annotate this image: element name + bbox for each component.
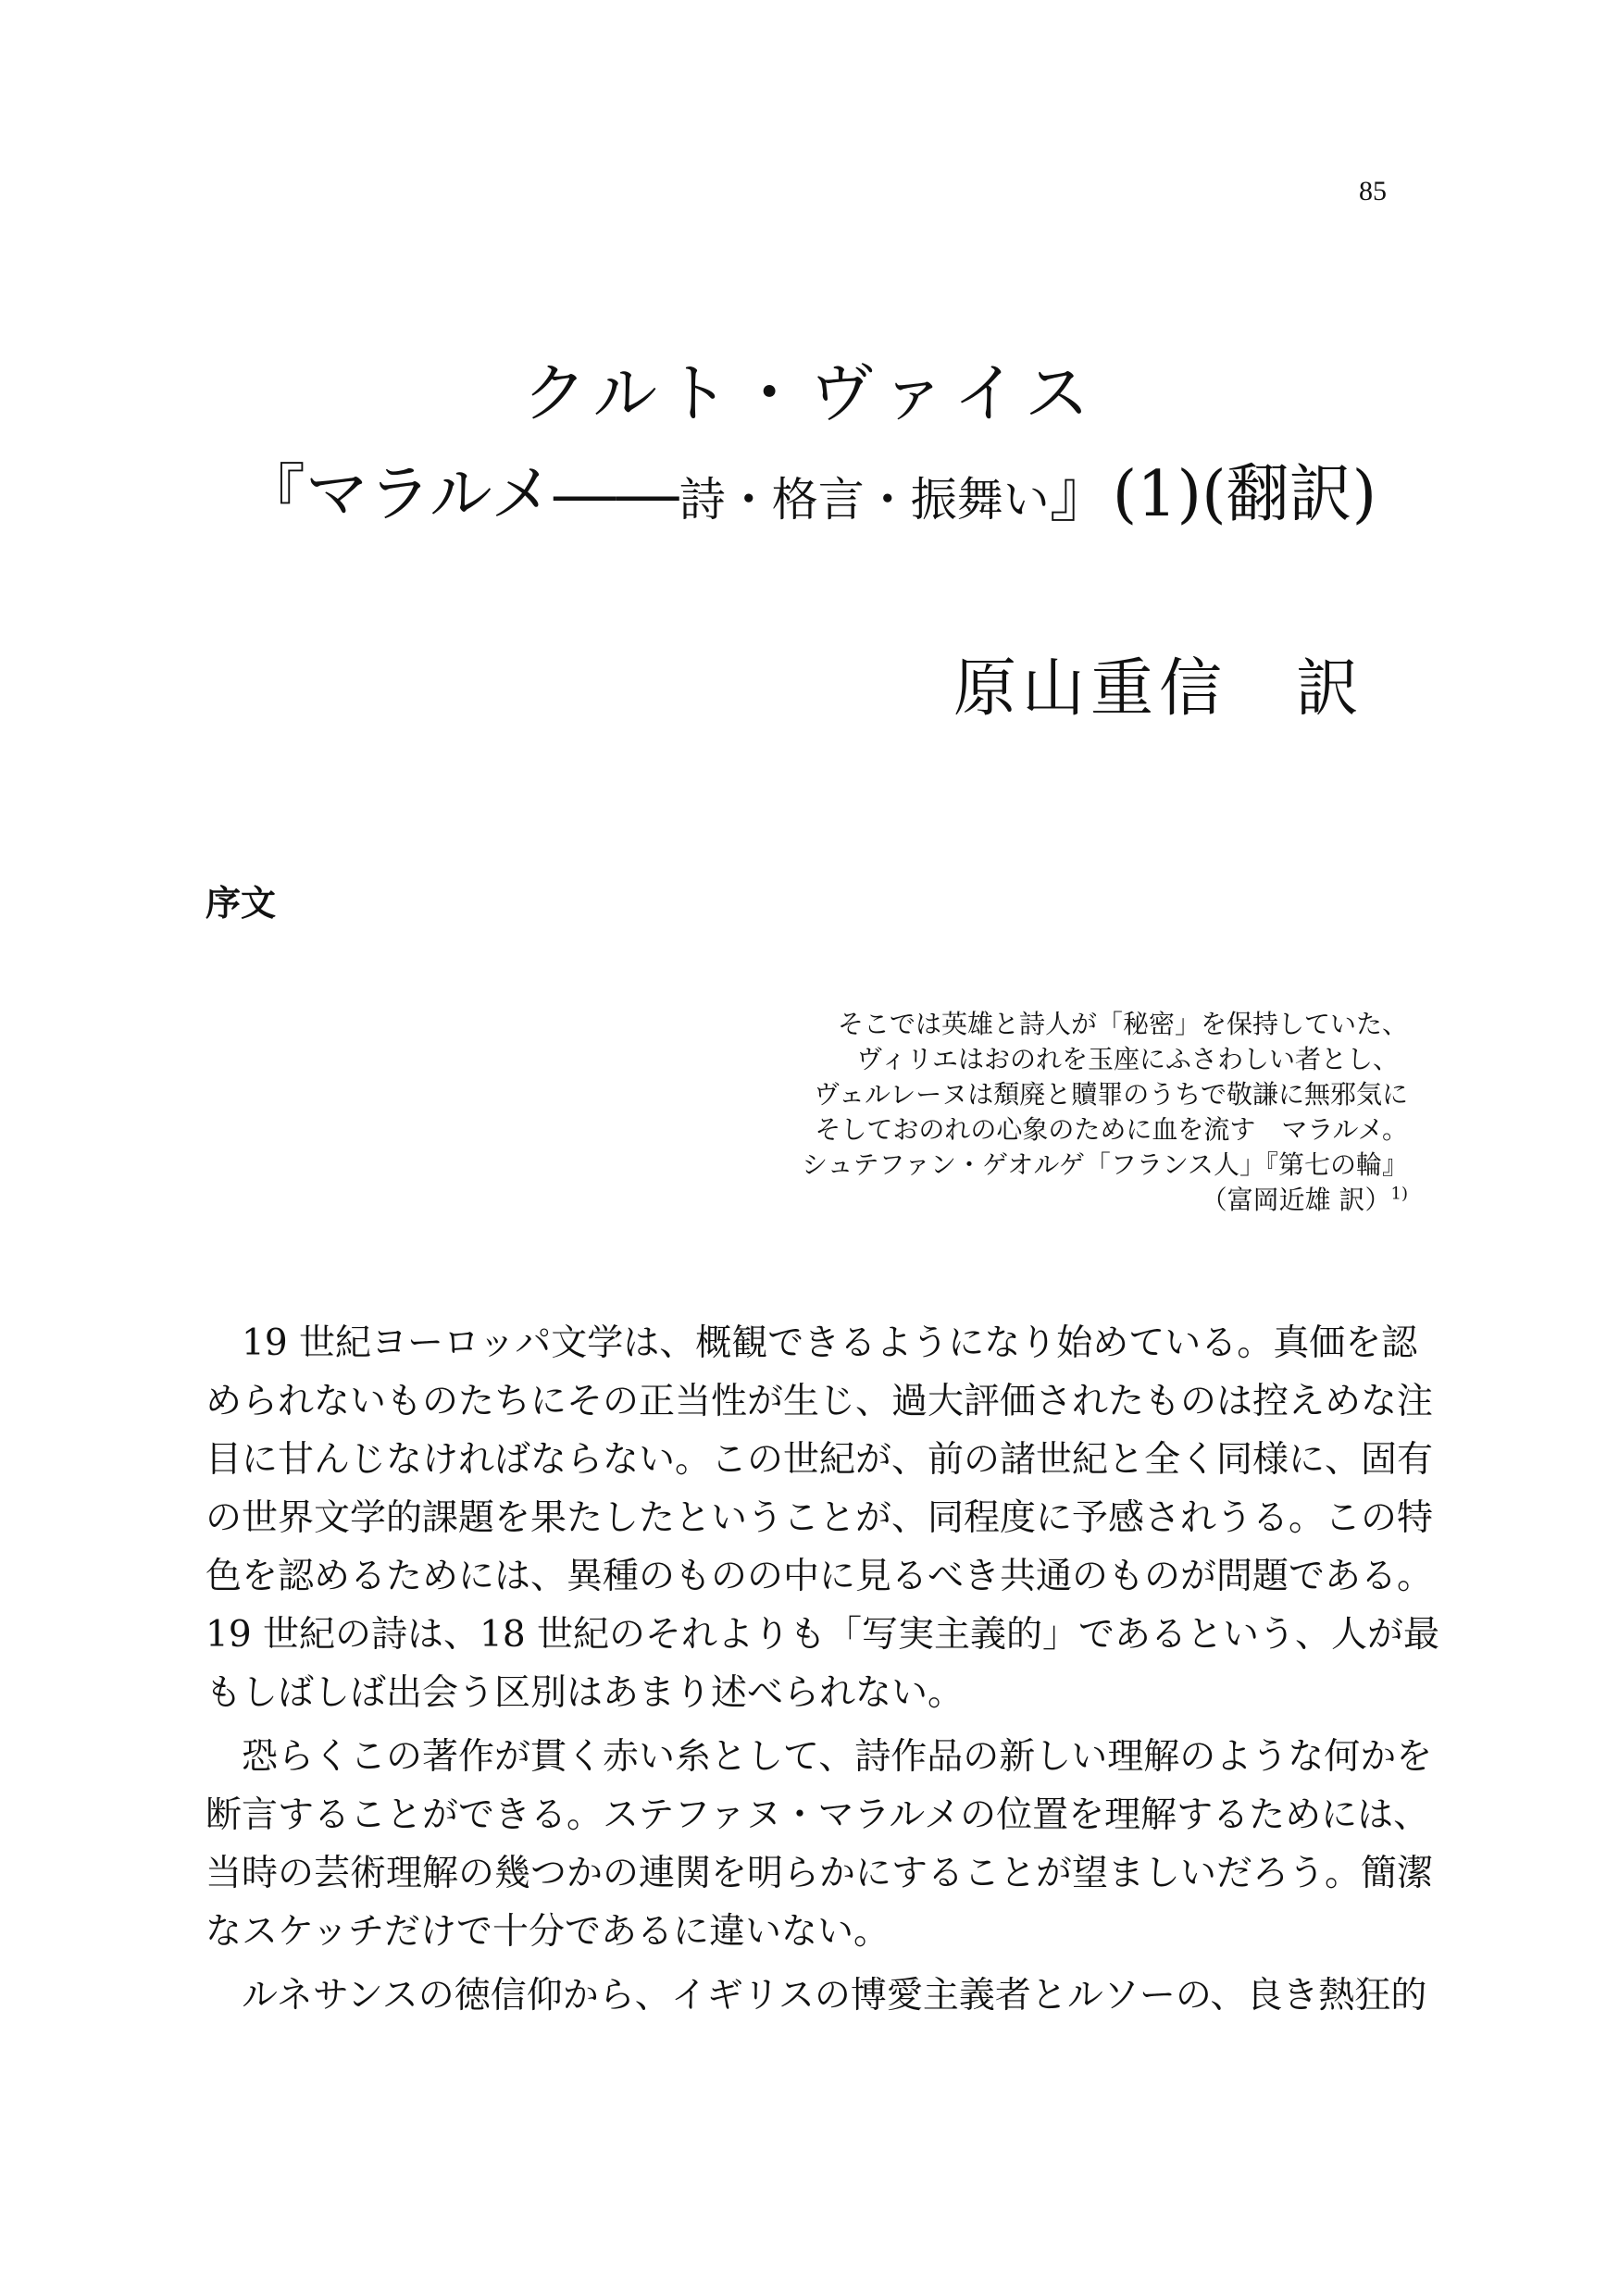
body-line: 当時の芸術理解の幾つかの連関を明らかにすることが望ましいだろう。簡潔 <box>205 1853 1434 1894</box>
title-work-line <box>0 444 1619 551</box>
epigraph-line: ヴィリエはおのれを玉座にふさわしい者とし、 <box>856 1044 1399 1074</box>
epigraph-line: そこでは英雄と詩人が「秘密」を保持していた、 <box>837 1009 1408 1039</box>
body-line: 恐らくこの著作が貫く赤い糸として、詩作品の新しい理解のような何かを <box>242 1736 1433 1778</box>
footnote-mark: 1) <box>1390 1184 1408 1204</box>
epigraph <box>802 1007 1408 1218</box>
body-line: 19 世紀の詩は、18 世紀のそれよりも「写実主義的」であるという、人が最 <box>205 1614 1440 1656</box>
title-work-subtitle: 詩・格言・振舞い <box>679 473 1050 527</box>
body-line: ルネサンスの徳信仰から、イギリスの博愛主義者とルソーの、良き熱狂的 <box>242 1975 1427 2017</box>
body-line: 目に甘んじなければならない。この世紀が、前の諸世紀と全く同様に、固有 <box>205 1439 1434 1481</box>
epigraph-line: ヴェルレーヌは頽廃と贖罪のうちで敬謙に無邪気に <box>814 1079 1408 1110</box>
article-title <box>0 342 1619 551</box>
body-line: 19 世紀ヨーロッパ文学は、概観できるようになり始めている。真価を認 <box>242 1322 1418 1364</box>
body-text <box>205 1314 1440 2025</box>
section-heading: 序文 <box>205 883 277 924</box>
title-author-line: クルト・ヴァイス <box>522 355 1097 431</box>
body-line: なスケッチだけで十分であるに違いない。 <box>205 1911 890 1953</box>
body-line: 色を認めるためには、異種のものの中に見るべき共通のものが問題である。 <box>205 1556 1434 1597</box>
epigraph-translator-text: （富岡近雄 訳） <box>1201 1185 1391 1215</box>
body-line: もしばしば出会う区別はあまり述べられない。 <box>205 1672 965 1714</box>
body-line: の世界文学的課題を果たしたということが、同程度に予感されうる。この特 <box>205 1497 1434 1539</box>
title-work-close: 』(1)(翻訳) <box>1049 458 1377 531</box>
body-line: められないものたちにその正当性が生じ、過大評価されたものは控えめな注 <box>205 1381 1434 1422</box>
title-work-open: 『マラルメ―― <box>242 458 679 531</box>
epigraph-translator <box>802 1183 1408 1218</box>
body-line: 断言することができる。ステファヌ・マラルメの位置を理解するためには、 <box>205 1794 1430 1836</box>
epigraph-line: そしておのれの心象のために血を流す マラルメ。 <box>815 1114 1408 1145</box>
page-number: 85 <box>1359 176 1387 206</box>
epigraph-source: シュテファン・ゲオルゲ「フランス人」『第七の輪』 <box>802 1149 1408 1180</box>
translator-credit: 原山重信 訳 <box>953 652 1364 726</box>
